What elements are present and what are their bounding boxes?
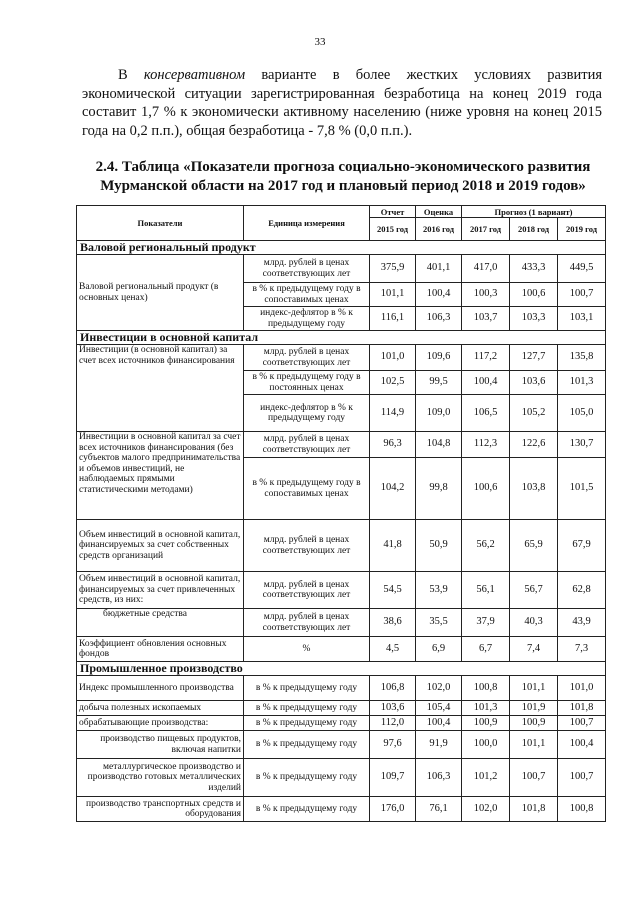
value-cell: 101,5	[558, 458, 606, 520]
value-cell: 96,3	[370, 432, 416, 458]
value-cell: 101,9	[510, 701, 558, 716]
indicator-cell: обрабатывающие производства:	[77, 716, 244, 731]
indicator-cell: Индекс промышленного производства	[77, 676, 244, 701]
table-row	[77, 345, 606, 371]
unit-cell: млрд. рублей в ценах соответствующих лет	[244, 572, 370, 609]
table-row	[77, 432, 606, 458]
indicator-cell: металлургическое производство и производство готовых металлических изделий	[77, 759, 244, 797]
value-cell: 100,7	[510, 759, 558, 797]
forecast-table	[76, 205, 606, 822]
value-cell: 56,7	[510, 572, 558, 609]
indicator-cell: Объем инвестиций в основной капитал, финансируемых за счет собственных средств организаций	[77, 520, 244, 572]
value-cell: 117,2	[462, 345, 510, 371]
value-cell: 54,5	[370, 572, 416, 609]
unit-cell: млрд. рублей в ценах соответствующих лет	[244, 432, 370, 458]
value-cell: 103,8	[510, 458, 558, 520]
value-cell: 114,9	[370, 395, 416, 432]
value-cell: 106,5	[462, 395, 510, 432]
value-cell: 106,3	[416, 759, 462, 797]
value-cell: 4,5	[370, 637, 416, 662]
value-cell: 449,5	[558, 255, 606, 283]
value-cell: 104,2	[370, 458, 416, 520]
value-cell: 100,8	[462, 676, 510, 701]
value-cell: 103,3	[510, 307, 558, 331]
unit-cell: %	[244, 637, 370, 662]
value-cell: 43,9	[558, 609, 606, 637]
value-cell: 100,7	[558, 283, 606, 307]
value-cell: 100,0	[462, 731, 510, 759]
value-cell: 7,4	[510, 637, 558, 662]
value-cell: 433,3	[510, 255, 558, 283]
value-cell: 417,0	[462, 255, 510, 283]
unit-cell: млрд. рублей в ценах соответствующих лет	[244, 609, 370, 637]
unit-cell: индекс-дефлятор в % к предыдущему году	[244, 395, 370, 432]
table-row	[77, 572, 606, 609]
value-cell: 65,9	[510, 520, 558, 572]
value-cell: 102,0	[462, 797, 510, 822]
table-row	[77, 716, 606, 731]
header-report: Отчет	[370, 206, 416, 218]
header-indicators: Показатели	[77, 206, 244, 241]
value-cell: 109,0	[416, 395, 462, 432]
header-year-2016: 2016 год	[416, 218, 462, 241]
value-cell: 40,3	[510, 609, 558, 637]
value-cell: 100,4	[416, 283, 462, 307]
value-cell: 102,5	[370, 371, 416, 395]
intro-lead: В	[118, 67, 144, 83]
value-cell: 375,9	[370, 255, 416, 283]
table-row	[77, 731, 606, 759]
value-cell: 37,9	[462, 609, 510, 637]
header-year-2015: 2015 год	[370, 218, 416, 241]
value-cell: 103,6	[510, 371, 558, 395]
table-heading: 2.4. Таблица «Показатели прогноза социально-экономического развития Мурманской области на 2017 год и плановый период 2018 и 2019 годов»	[95, 159, 591, 194]
indicator-cell: бюджетные средства	[77, 609, 244, 637]
unit-cell: в % к предыдущему году в сопоставимых ценах	[244, 283, 370, 307]
unit-cell: в % к предыдущему году	[244, 797, 370, 822]
header-year-2018: 2018 год	[510, 218, 558, 241]
value-cell: 135,8	[558, 345, 606, 371]
value-cell: 116,1	[370, 307, 416, 331]
indicator-cell: производство транспортных средств и оборудования	[77, 797, 244, 822]
intro-paragraph	[82, 66, 602, 140]
value-cell: 7,3	[558, 637, 606, 662]
value-cell: 101,1	[510, 731, 558, 759]
value-cell: 101,8	[510, 797, 558, 822]
value-cell: 100,4	[558, 731, 606, 759]
value-cell: 103,6	[370, 701, 416, 716]
value-cell: 99,5	[416, 371, 462, 395]
value-cell: 100,3	[462, 283, 510, 307]
value-cell: 100,7	[558, 759, 606, 797]
value-cell: 103,7	[462, 307, 510, 331]
value-cell: 103,1	[558, 307, 606, 331]
unit-cell: млрд. рублей в ценах соответствующих лет	[244, 255, 370, 283]
header-year-2017: 2017 год	[462, 218, 510, 241]
value-cell: 105,4	[416, 701, 462, 716]
intro-emphasis: консервативном	[143, 67, 246, 83]
value-cell: 35,5	[416, 609, 462, 637]
unit-cell: млрд. рублей в ценах соответствующих лет	[244, 520, 370, 572]
value-cell: 56,2	[462, 520, 510, 572]
indicator-cell: добыча полезных ископаемых	[77, 701, 244, 716]
table-row	[77, 255, 606, 283]
value-cell: 100,4	[416, 716, 462, 731]
indicator-cell: Объем инвестиций в основной капитал, финансируемых за счет привлеченных средств, из них:	[77, 572, 244, 609]
table-row	[77, 797, 606, 822]
value-cell: 101,0	[370, 345, 416, 371]
unit-cell: в % к предыдущему году	[244, 676, 370, 701]
value-cell: 109,7	[370, 759, 416, 797]
header-estimate: Оценка	[416, 206, 462, 218]
unit-cell: в % к предыдущему году	[244, 701, 370, 716]
value-cell: 109,6	[416, 345, 462, 371]
value-cell: 104,8	[416, 432, 462, 458]
table-row	[77, 609, 606, 637]
header-unit: Единица измерения	[244, 206, 370, 241]
value-cell: 76,1	[416, 797, 462, 822]
table-row	[77, 520, 606, 572]
indicator-cell: Инвестиции (в основной капитал) за счет всех источников финансирования	[77, 345, 244, 432]
value-cell: 101,8	[558, 701, 606, 716]
value-cell: 53,9	[416, 572, 462, 609]
header-year-2019: 2019 год	[558, 218, 606, 241]
value-cell: 127,7	[510, 345, 558, 371]
value-cell: 100,8	[558, 797, 606, 822]
value-cell: 401,1	[416, 255, 462, 283]
value-cell: 91,9	[416, 731, 462, 759]
unit-cell: индекс-дефлятор в % к предыдущему году	[244, 307, 370, 331]
value-cell: 106,8	[370, 676, 416, 701]
section-industry: Промышленное производство	[77, 662, 606, 676]
value-cell: 99,8	[416, 458, 462, 520]
value-cell: 6,9	[416, 637, 462, 662]
value-cell: 6,7	[462, 637, 510, 662]
header-forecast: Прогноз (1 вариант)	[462, 206, 606, 218]
value-cell: 122,6	[510, 432, 558, 458]
value-cell: 100,9	[510, 716, 558, 731]
value-cell: 176,0	[370, 797, 416, 822]
value-cell: 100,7	[558, 716, 606, 731]
indicator-cell: Коэффициент обновления основных фондов	[77, 637, 244, 662]
unit-cell: в % к предыдущему году	[244, 716, 370, 731]
table-row	[77, 637, 606, 662]
value-cell: 101,0	[558, 676, 606, 701]
section-grp: Валовой региональный продукт	[77, 241, 606, 255]
intro-text: варианте в более жестких условиях развития экономической ситуации зарегистрированная безработица на конец 2019 года составит 1,7 % к экономически активному населению (ниже уровня на конец 2015 года на 0,2 п.п.), общая безработица - 7,8 % (0,0 п.п.).	[82, 67, 602, 139]
value-cell: 112,3	[462, 432, 510, 458]
indicator-cell: производство пищевых продуктов, включая напитки	[77, 731, 244, 759]
value-cell: 100,9	[462, 716, 510, 731]
value-cell: 56,1	[462, 572, 510, 609]
value-cell: 112,0	[370, 716, 416, 731]
unit-cell: в % к предыдущему году	[244, 731, 370, 759]
value-cell: 41,8	[370, 520, 416, 572]
value-cell: 106,3	[416, 307, 462, 331]
value-cell: 100,4	[462, 371, 510, 395]
value-cell: 101,3	[558, 371, 606, 395]
page-number: 33	[314, 36, 326, 48]
value-cell: 101,1	[510, 676, 558, 701]
value-cell: 102,0	[416, 676, 462, 701]
unit-cell: в % к предыдущему году в постоянных ценах	[244, 371, 370, 395]
unit-cell: млрд. рублей в ценах соответствующих лет	[244, 345, 370, 371]
value-cell: 50,9	[416, 520, 462, 572]
value-cell: 100,6	[462, 458, 510, 520]
value-cell: 130,7	[558, 432, 606, 458]
unit-cell: в % к предыдущему году в сопоставимых ценах	[244, 458, 370, 520]
value-cell: 62,8	[558, 572, 606, 609]
table-row	[77, 676, 606, 701]
value-cell: 67,9	[558, 520, 606, 572]
indicator-cell: Инвестиции в основной капитал за счет всех источников финансирования (без субъектов малого предпринимательства и объемов инвестиций, не наблюдаемых прямыми статистическими методами)	[77, 432, 244, 520]
indicator-cell: Валовой региональный продукт (в основных ценах)	[77, 255, 244, 331]
value-cell: 101,1	[370, 283, 416, 307]
value-cell: 105,2	[510, 395, 558, 432]
value-cell: 101,3	[462, 701, 510, 716]
value-cell: 100,6	[510, 283, 558, 307]
value-cell: 97,6	[370, 731, 416, 759]
value-cell: 105,0	[558, 395, 606, 432]
table-row	[77, 701, 606, 716]
value-cell: 38,6	[370, 609, 416, 637]
unit-cell: в % к предыдущему году	[244, 759, 370, 797]
table-row	[77, 759, 606, 797]
value-cell: 101,2	[462, 759, 510, 797]
section-investment: Инвестиции в основной капитал	[77, 331, 606, 345]
